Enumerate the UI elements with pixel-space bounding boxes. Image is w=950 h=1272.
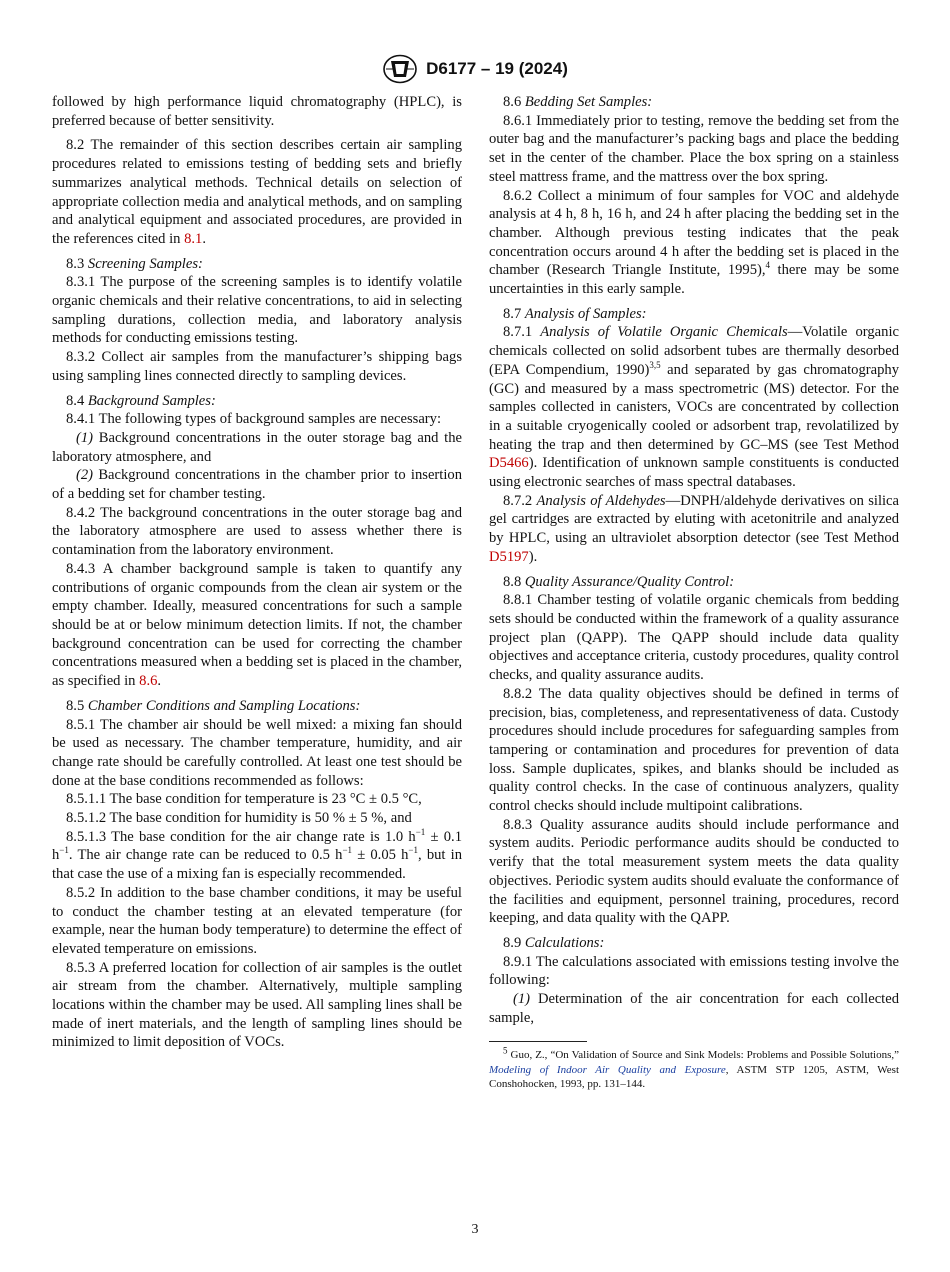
page-number: 3 <box>471 1222 479 1237</box>
list-item-1: (1) Background concentrations in the outer storage bag and the laboratory atmosphere, and <box>52 429 462 465</box>
paragraph-8-5-1-2: 8.5.1.2 The base condition for humidity is 50 % ± 5 %, and <box>66 810 412 827</box>
paragraph-8-3-2: 8.3.2 Collect air samples from the manufacturer’s shipping bags using sampling lines connected directly to sampling devices. <box>52 349 462 384</box>
link-ref-8-1[interactable]: 8.1 <box>184 230 203 247</box>
page-header <box>0 54 950 84</box>
link-ref-d5466[interactable]: D5466 <box>489 455 529 472</box>
left-column <box>52 93 462 1052</box>
paragraph-8-5-1-1: 8.5.1.1 The base condition for temperature is 23 °C ± 0.5 °C, <box>66 791 422 808</box>
link-ref-8-6[interactable]: 8.6 <box>139 673 158 690</box>
heading-8-7: 8.7 Analysis of Samples: <box>503 305 647 322</box>
heading-8-8: 8.8 Quality Assurance/Quality Control: <box>503 573 735 590</box>
paragraph-8-8-2: 8.8.2 The data quality objectives should be defined in terms of precision, bias, completeness, and representativeness of data. Custody procedures should include procedures for safeguarding samples from tampering or contamination and procedures for prevention of data loss. Sample duplicates, spikes, and blanks should be included as quality control checks. In the case of continuous analyzers, quality control checks should include multipoint calibrations. <box>489 685 899 815</box>
paragraph-8-4-1: 8.4.1 The following types of background samples are necessary: <box>66 411 442 428</box>
paragraph-8-8-3: 8.8.3 Quality assurance audits should include performance and system audits. Periodic performance audits should be conducted to verify that the total measurement system meets the data quality objectives. Periodic system audits should evaluate the conformance of the facilities and equipment, personnel training, procedures, record keeping, and data quality with the QAPP. <box>489 816 899 927</box>
paragraph-8-7-2: 8.7.2 Analysis of Aldehydes—DNPH/aldehyde derivatives on silica gel cartridges are extracted by eluting with acetonitrile and analyzed by HPLC, using an ultraviolet absorption detector (see Test Method D5197). <box>489 492 900 565</box>
paragraph-8-5-1-3: 8.5.1.3 The base condition for the air change rate is 1.0 $h^{-1} \pm 0.1$ $h^{-1}$. The air change rate can be reduced to 0.5 $h^{-1} \pm 0.05$ $h^{-1}$, but in that case the use of a mixing fan is especially recommended. <box>52 826 462 883</box>
heading-8-6: 8.6 Bedding Set Samples: <box>503 94 653 110</box>
footnote-divider <box>489 1041 587 1042</box>
paragraph-8-9-1: 8.9.1 The calculations associated with emissions testing involve the following: <box>489 953 899 989</box>
paragraph-8-3-1: 8.3.1 The purpose of the screening samples is to identify volatile organic chemicals and their relative concentrations, to aid in selecting sampling durations, collection media, and laboratory analysis methods for conducting emissions testing. <box>52 274 462 347</box>
link-ref-d5197[interactable]: D5197 <box>489 548 529 565</box>
paragraph-8-5-2: 8.5.2 In addition to the base chamber conditions, it may be useful to conduct the chamber testing at an elevated temperature (for example, near the human body temperature) to determine the effect of elevated temperature on emissions. <box>52 884 462 957</box>
heading-8-3: 8.3 Screening Samples: <box>66 255 203 272</box>
list-item-calc-1: (1) Determination of the air concentration for each collected sample, <box>489 991 899 1026</box>
right-column <box>489 93 899 1092</box>
heading-8-4: 8.4 Background Samples: <box>66 392 216 409</box>
paragraph-8-5-3: 8.5.3 A preferred location for collection of air samples is the outlet air stream from the chamber. Alternatively, multiple sampling locations within the chamber may be used. All sampling lines shall be made of inert materials, and the length of sampling lines should be minimized to limit deposition of VOCs. <box>52 959 462 1051</box>
paragraph-8-6-2: 8.6.2 Collect a minimum of four samples for VOC and aldehyde analysis at 4 h, 8 h, 16 h, and 24 h after placing the bedding set in the chamber. Although previous testing indicates that the peak concentration occurs around 4 h after the bedding set is placed in the chamber (Research Triangle Institute, 1995),$^4$ there may be some uncertainties in this early sample. <box>489 187 899 298</box>
paragraph-continuation: followed by high performance liquid chromatography (HPLC), is preferred because of better sensitivity. <box>52 94 462 129</box>
footnote-5: $^5$ Guo, Z., “On Validation of Source and Sink Models: Problems and Possible Solutions,” Modeling of Indoor Air Quality and Exposure, ASTM STP 1205, ASTM, West Conshohocken, 1993, pp. 131–144. <box>489 1045 899 1091</box>
paragraph-8-4-3: 8.4.3 A chamber background sample is taken to quantify any contributions of organic compounds from the clean air system or the empty chamber. Ideally, measured concentrations for such a sample should be at or below minimum detection limits. If not, the chamber background concentration can be used for correcting the chamber concentrations measured when a bedding set is placed in the chamber, as specified in 8.6. <box>52 560 462 690</box>
paragraph-8-7-1: 8.7.1 Analysis of Volatile Organic Chemicals—Volatile organic chemicals collected on solid adsorbent tubes are thermally desorbed (EPA Compendium, 1990)$^{3,5}$ and separated by gas chromatography (GC) and measured by a mass spectrometric (MS) detector. For the samples collected in canisters, VOCs are concentrated by collection in a suitable cryogenically cooled or adsorbent trap, revolatilized by heating the trap and then determined by GC–MS (see Test Method D5466). Identification of unknown sample constituents is conducted using electronic searches of mass spectral databases. <box>489 324 899 491</box>
heading-8-5: 8.5 Chamber Conditions and Sampling Locations: <box>66 697 361 714</box>
paragraph-8-2: 8.2 The remainder of this section describes certain air sampling procedures related to emissions testing of bedding sets and briefly summarizes analytical methods. Technical details on selection of appropriate collection media and analytical methods, and on sampling and analytical equipment and associated procedures, are provided in the references cited in 8.1. <box>52 137 462 247</box>
paragraph-8-8-1: 8.8.1 Chamber testing of volatile organic chemicals from bedding sets should be conducted within the framework of a quality assurance project plan (QAPP). The QAPP should include data quality objectives and acceptance criteria, custody procedures, quality control checks, and quality assurance audits. <box>489 592 899 684</box>
list-item-2: (2) Background concentrations in the chamber prior to insertion of a bedding set for chamber testing. <box>52 467 462 503</box>
paragraph-8-6-1: 8.6.1 Immediately prior to testing, remove the bedding set from the outer bag and the manufacturer’s packing bags and place the bedding set in the center of the chamber. Place the box spring on a stainless steel mattress frame, and the mattress over the box spring. <box>489 112 899 185</box>
paragraph-8-4-2: 8.4.2 The background concentrations in the outer storage bag and the laboratory atmosphere are used to assess whether there is contamination from the laboratory environment. <box>52 504 462 559</box>
paragraph-8-5-1: 8.5.1 The chamber air should be well mixed: a mixing fan should be used as necessary. The chamber temperature, humidity, and air change rate should be carefully controlled. At least one test should be done at the base conditions recommended as follows: <box>52 716 462 789</box>
footnote-link[interactable]: Modeling of Indoor Air Quality and Exposure <box>489 1063 726 1076</box>
astm-logo-icon <box>382 54 418 84</box>
document-designation: D6177 – 19 (2024) <box>426 59 568 78</box>
heading-8-9: 8.9 Calculations: <box>503 934 605 951</box>
